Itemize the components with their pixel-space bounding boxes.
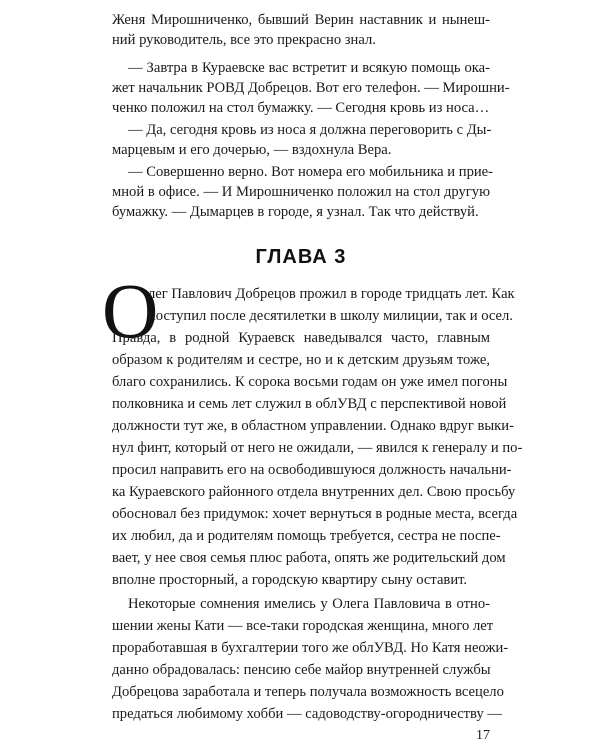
text-line: Добрецова заработала и теперь получала возможность всецело: [112, 684, 504, 700]
text-line: благо сохранились. К сорока восьми годам он уже имел погоны: [112, 374, 508, 390]
text-line: ка Кураевского районного отдела внутренних дел. Свою просьбу: [112, 484, 516, 500]
text-line: поступил после десятилетки в школу милиции, так и осел.: [148, 308, 513, 324]
text-line: Правда, в родной Кураевск наведывался часто, главным: [112, 330, 490, 346]
text-line: просил направить его на освободившуюся должность начальни-: [112, 462, 512, 478]
text-line: вполне просторный, а городскую квартиру сыну оставит.: [112, 572, 468, 588]
text-line: должности тут же, в областном управлении. Однако вдруг выки-: [112, 418, 514, 434]
text-line: обосновал без придумок: хочет вернуться в родные места, всегда: [112, 506, 518, 522]
text-line: вает, у нее своя семья плюс работа, опять же родительский дом: [112, 550, 506, 566]
text-line: проработавшая в бухгалтерии того же облУВД. Но Катя неожи-: [112, 640, 509, 656]
text-line: — Совершенно верно. Вот номера его мобильника и прие-: [128, 164, 494, 180]
drop-cap: О: [102, 267, 159, 354]
text-line: ний руководитель, все это прекрасно знал.: [112, 32, 376, 48]
text-line: данно обрадовалась: пенсию себе майор внутренней службы: [112, 662, 491, 678]
text-line: бумажку. — Дымарцев в городе, я узнал. Так что действуй.: [112, 204, 479, 220]
text-line: лег Павлович Добрецов прожил в городе тридцать лет. Как: [148, 286, 515, 302]
text-line: — Завтра в Кураевске вас встретит и всякую помощь ока-: [128, 60, 490, 76]
chapter-title: ГЛАВА 3: [255, 246, 347, 268]
text-line: их любил, да и родителям помощь требуется, сестра не поспе-: [112, 528, 501, 544]
text-line: жет начальник РОВД Добрецов. Вот его телефон. — Мирошни-: [112, 80, 510, 96]
text-line: — Да, сегодня кровь из носа я должна переговорить с Ды-: [128, 122, 492, 138]
text-line: Женя Мирошниченко, бывший Верин наставник и нынеш-: [112, 12, 490, 28]
text-line: полковника и семь лет служил в облУВД с перспективой новой: [112, 396, 507, 412]
text-line: ченко положил на стол бумажку. — Сегодня кровь из носа…: [112, 100, 490, 116]
text-line: предаться любимому хобби — садоводству-огородничеству —: [112, 706, 502, 722]
page-number: 17: [476, 728, 490, 743]
text-line: шении жены Кати — все-таки городская женщина, много лет: [112, 618, 494, 634]
text-line: нул финт, который от него не ожидали, — явился к генералу и по-: [112, 440, 523, 456]
text-line: марцевым и его дочерью, — вздохнула Вера.: [112, 142, 392, 158]
text-line: мной в офисе. — И Мирошниченко положил на стол другую: [112, 184, 490, 200]
text-line: Некоторые сомнения имелись у Олега Павловича в отно-: [128, 596, 490, 612]
text-line: образом к родителям и сестре, но и к детским друзьям тоже,: [112, 352, 490, 368]
